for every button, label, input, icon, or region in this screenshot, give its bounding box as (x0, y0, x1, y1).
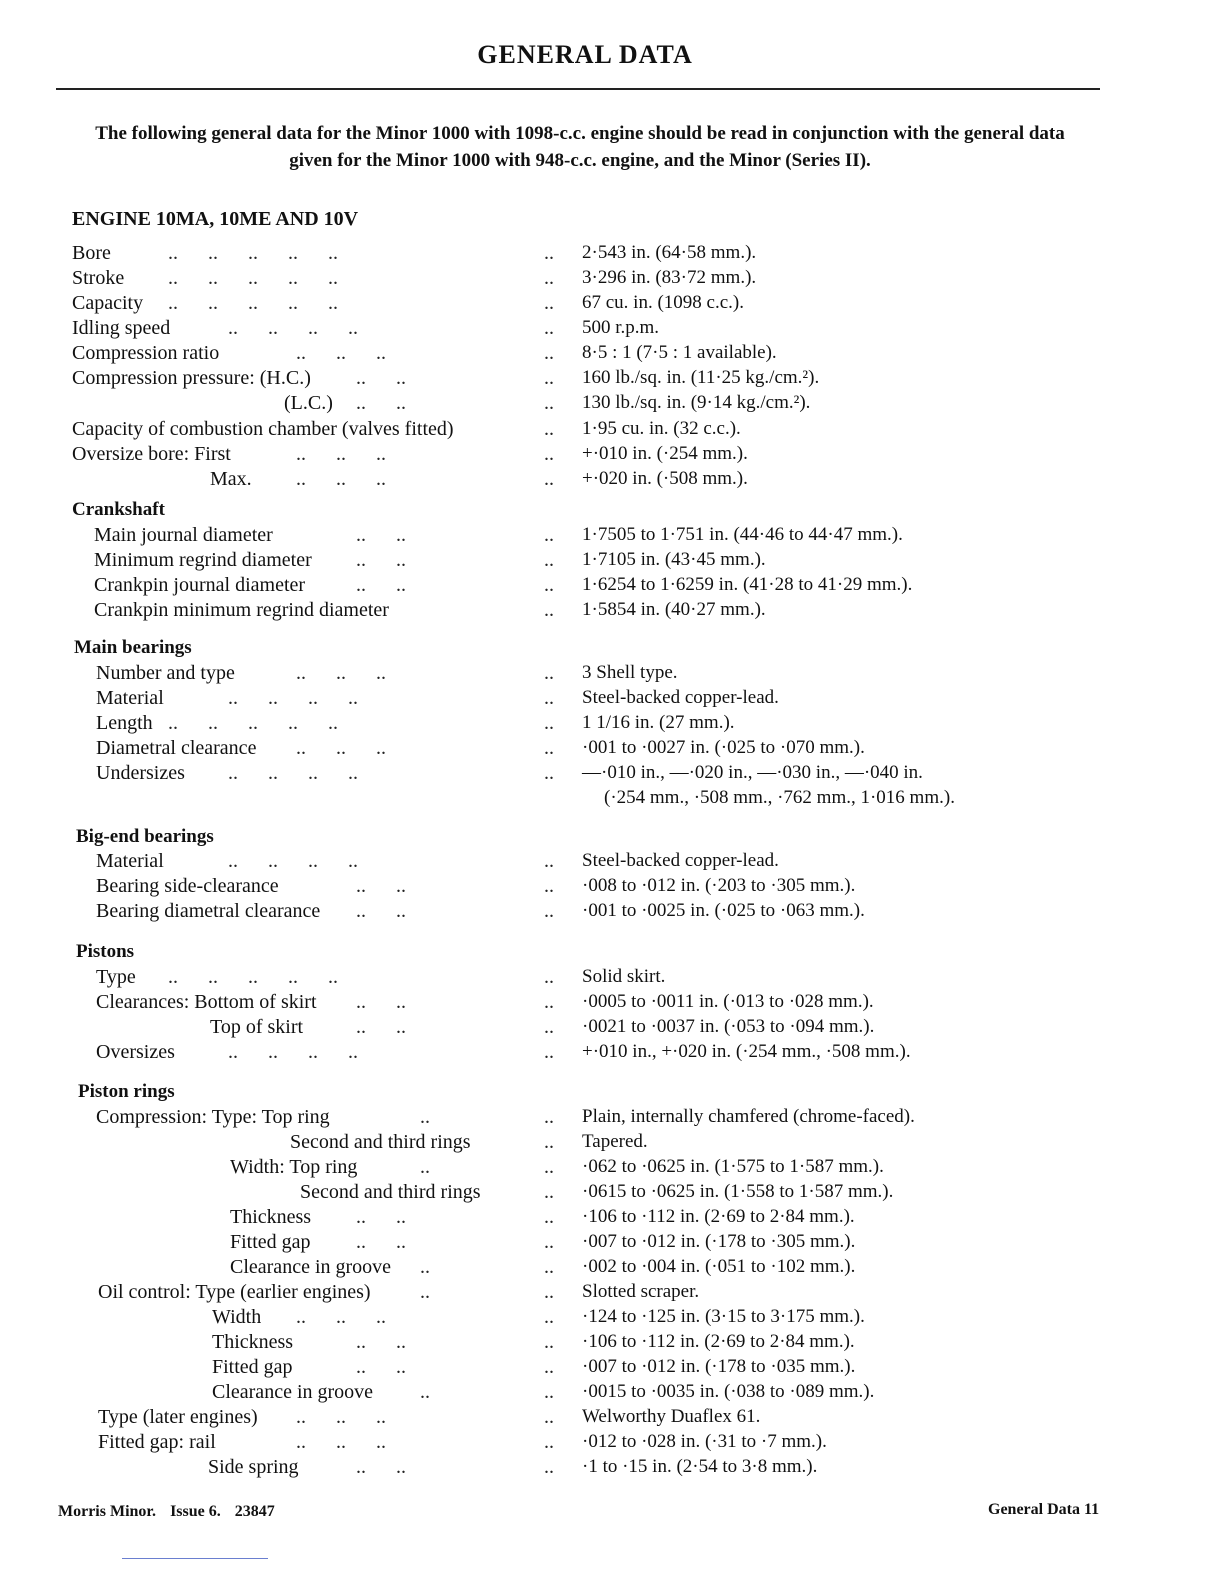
leader-dots-end: .. (544, 662, 554, 684)
spec-value: +·010 in., +·020 in. (·254 mm., ·508 mm.). (582, 1041, 911, 1062)
spec-label: Idling speed (72, 317, 171, 339)
spec-value: —·010 in., —·020 in., —·030 in., —·040 in. (582, 762, 923, 783)
leader-dots-end: .. (544, 1456, 554, 1478)
spec-value: 67 cu. in. (1098 c.c.). (582, 292, 744, 313)
spec-label: Compression: Type: Top ring (96, 1106, 330, 1128)
section-heading-crankshaft: Crankshaft (72, 499, 165, 520)
spec-label: Oversizes (96, 1041, 175, 1063)
leader-dots-end: .. (544, 1231, 554, 1253)
leader-dots: .. .. (356, 367, 436, 389)
spec-value: 1·5854 in. (40·27 mm.). (582, 599, 766, 620)
spec-label: Second and third rings (300, 1181, 481, 1203)
leader-dots: .. .. .. (296, 1306, 416, 1328)
spec-value: +·010 in. (·254 mm.). (582, 443, 748, 464)
leader-dots-end: .. (544, 1131, 554, 1153)
spec-label: Oil control: Type (earlier engines) (98, 1281, 371, 1303)
spec-value: 1·95 cu. in. (32 c.c.). (582, 418, 741, 439)
leader-dots-end: .. (544, 687, 554, 709)
spec-label: Clearance in groove (212, 1381, 374, 1403)
spec-label: Clearances: Bottom of skirt (96, 991, 317, 1013)
spec-value: Steel-backed copper-lead. (582, 850, 779, 871)
leader-dots: .. .. .. .. .. (168, 712, 368, 734)
leader-dots-end: .. (544, 1331, 554, 1353)
leader-dots-end: .. (544, 1181, 554, 1203)
spec-value: 3 Shell type. (582, 662, 678, 683)
leader-dots-end: .. (544, 1156, 554, 1178)
spec-value: ·002 to ·004 in. (·051 to ·102 mm.). (582, 1256, 856, 1277)
leader-dots: .. .. .. (296, 468, 416, 490)
spec-label: Undersizes (96, 762, 185, 784)
leader-dots-end: .. (544, 1356, 554, 1378)
spec-value: ·012 to ·028 in. (·31 to ·7 mm.). (582, 1431, 827, 1452)
leader-dots-end: .. (544, 1016, 554, 1038)
leader-dots-end: .. (544, 1431, 554, 1453)
spec-label: Top of skirt (210, 1016, 304, 1038)
section-heading-big-end: Big-end bearings (76, 826, 214, 847)
footer-page-label: General Data 11 (988, 1501, 1100, 1518)
leader-dots: .. .. (356, 1016, 436, 1038)
spec-label: Number and type (96, 662, 235, 684)
leader-dots-end: .. (544, 712, 554, 734)
spec-value: ·0005 to ·0011 in. (·013 to ·028 mm.). (582, 991, 874, 1012)
spec-label: Capacity (72, 292, 144, 314)
spec-value: 1·6254 to 1·6259 in. (41·28 to 41·29 mm.). (582, 574, 913, 595)
leader-dots-end: .. (544, 850, 554, 872)
spec-value: 1 1/16 in. (27 mm.). (582, 712, 735, 733)
spec-label: Fitted gap (230, 1231, 311, 1253)
leader-dots-end: .. (544, 267, 554, 289)
leader-dots: .. .. .. .. (228, 317, 388, 339)
spec-label: (L.C.) (284, 392, 333, 414)
spec-label: Material (96, 850, 164, 872)
section-heading-main-bearings: Main bearings (74, 637, 192, 658)
leader-dots: .. (420, 1256, 460, 1278)
leader-dots: .. .. (356, 392, 436, 414)
leader-dots: .. (420, 1156, 460, 1178)
leader-dots-end: .. (544, 392, 554, 414)
spec-label: Length (96, 712, 153, 734)
leader-dots: .. .. (356, 574, 436, 596)
footer-number: 23847 (234, 1503, 275, 1520)
spec-value: ·124 to ·125 in. (3·15 to 3·175 mm.). (582, 1306, 865, 1327)
spec-label: Stroke (72, 267, 125, 289)
spec-label: Width: Top ring (230, 1156, 358, 1178)
spec-value: Tapered. (582, 1131, 648, 1152)
leader-dots: .. .. .. (296, 443, 416, 465)
leader-dots-end: .. (544, 900, 554, 922)
leader-dots: .. .. .. .. (228, 762, 388, 784)
spec-label: Diametral clearance (96, 737, 257, 759)
leader-dots-end: .. (544, 443, 554, 465)
spec-label: Second and third rings (290, 1131, 471, 1153)
spec-value: Plain, internally chamfered (chrome-faced). (582, 1106, 915, 1127)
spec-value: ·0615 to ·0625 in. (1·558 to 1·587 mm.). (582, 1181, 894, 1202)
spec-label: Type (96, 966, 136, 988)
footer-link-underline (122, 1558, 268, 1559)
leader-dots-end: .. (544, 468, 554, 490)
spec-label: Crankpin minimum regrind diameter (94, 599, 389, 621)
spec-label: Bore (72, 242, 111, 264)
leader-dots: .. (420, 1106, 460, 1128)
spec-label: Thickness (230, 1206, 312, 1228)
intro-paragraph: The following general data for the Minor 1000 with 1098-c.c. engine should be read in conjunction with the general data given for the Minor 1000 with 948-c.c. engine, and the Minor (Series II). (95, 123, 1065, 171)
leader-dots-end: .. (544, 762, 554, 784)
spec-value: 160 lb./sq. in. (11·25 kg./cm.²). (582, 367, 820, 388)
leader-dots-end: .. (544, 737, 554, 759)
leader-dots-end: .. (544, 418, 554, 440)
spec-label: Main journal diameter (94, 524, 273, 546)
spec-label: Minimum regrind diameter (94, 549, 312, 571)
leader-dots: .. .. (356, 1331, 436, 1353)
leader-dots-end: .. (544, 1281, 554, 1303)
leader-dots: .. .. (356, 549, 436, 571)
leader-dots: .. .. .. (296, 662, 416, 684)
spec-value: Slotted scraper. (582, 1281, 700, 1302)
spec-value: ·0015 to ·0035 in. (·038 to ·089 mm.). (582, 1381, 875, 1402)
spec-value: ·007 to ·012 in. (·178 to ·305 mm.). (582, 1231, 856, 1252)
leader-dots-end: .. (544, 524, 554, 546)
leader-dots-end: .. (544, 342, 554, 364)
spec-label: Side spring (208, 1456, 299, 1478)
leader-dots: .. .. (356, 1456, 436, 1478)
leader-dots: .. .. (356, 1206, 436, 1228)
spec-value: 1·7105 in. (43·45 mm.). (582, 549, 766, 570)
footer-issue: Issue 6. (170, 1503, 221, 1520)
leader-dots: .. (420, 1281, 460, 1303)
leader-dots: .. .. (356, 1231, 436, 1253)
leader-dots: .. .. .. .. .. (168, 966, 368, 988)
leader-dots: .. .. .. .. (228, 850, 388, 872)
leader-dots: .. .. (356, 900, 436, 922)
spec-label: Bearing diametral clearance (96, 900, 321, 922)
spec-value: ·062 to ·0625 in. (1·575 to 1·587 mm.). (582, 1156, 884, 1177)
leader-dots-end: .. (544, 599, 554, 621)
spec-value: Steel-backed copper-lead. (582, 687, 779, 708)
leader-dots-end: .. (544, 1406, 554, 1428)
leader-dots: .. .. .. (296, 1406, 416, 1428)
leader-dots: .. .. .. (296, 1431, 416, 1453)
spec-label: Fitted gap: rail (98, 1431, 216, 1453)
spec-value: 130 lb./sq. in. (9·14 kg./cm.²). (582, 392, 811, 413)
spec-value: 8·5 : 1 (7·5 : 1 available). (582, 342, 777, 363)
section-heading-engine: ENGINE 10MA, 10ME AND 10V (72, 208, 359, 230)
leader-dots: .. .. .. .. .. (168, 267, 368, 289)
spec-value: Welworthy Duaflex 61. (582, 1406, 761, 1427)
spec-label: Type (later engines) (98, 1406, 258, 1428)
spec-value: ·106 to ·112 in. (2·69 to 2·84 mm.). (582, 1331, 855, 1352)
spec-label: Compression ratio (72, 342, 220, 364)
leader-dots-end: .. (544, 1381, 554, 1403)
spec-value: 2·543 in. (64·58 mm.). (582, 242, 757, 263)
spec-value: ·008 to ·012 in. (·203 to ·305 mm.). (582, 875, 856, 896)
leader-dots: .. .. .. .. (228, 687, 388, 709)
spec-label: Crankpin journal diameter (94, 574, 306, 596)
leader-dots-end: .. (544, 1106, 554, 1128)
spec-value: ·1 to ·15 in. (2·54 to 3·8 mm.). (582, 1456, 818, 1477)
leader-dots-end: .. (544, 1306, 554, 1328)
leader-dots: .. .. (356, 875, 436, 897)
leader-dots-end: .. (544, 1041, 554, 1063)
title-rule (56, 88, 1100, 90)
spec-label: Thickness (212, 1331, 294, 1353)
leader-dots: .. .. .. .. .. (168, 292, 368, 314)
leader-dots: .. .. (356, 1356, 436, 1378)
page-title: GENERAL DATA (477, 40, 693, 69)
footer-make: Morris Minor. (58, 1503, 157, 1520)
spec-value: 500 r.p.m. (582, 317, 660, 338)
spec-label: Width (212, 1306, 262, 1328)
footer-left (58, 1503, 285, 1521)
spec-label: Material (96, 687, 164, 709)
spec-value: Solid skirt. (582, 966, 666, 987)
leader-dots: .. (420, 1381, 460, 1403)
leader-dots: .. .. .. .. .. (168, 242, 368, 264)
leader-dots-end: .. (544, 966, 554, 988)
spec-value: ·106 to ·112 in. (2·69 to 2·84 mm.). (582, 1206, 855, 1227)
spec-value-continuation: (·254 mm., ·508 mm., ·762 mm., 1·016 mm.). (604, 787, 955, 808)
spec-value: 3·296 in. (83·72 mm.). (582, 267, 757, 288)
spec-value: ·0021 to ·0037 in. (·053 to ·094 mm.). (582, 1016, 875, 1037)
section-heading-pistons: Pistons (76, 941, 135, 962)
spec-value: +·020 in. (·508 mm.). (582, 468, 748, 489)
leader-dots-end: .. (544, 242, 554, 264)
spec-label: Compression pressure: (H.C.) (72, 367, 311, 389)
leader-dots: .. .. (356, 991, 436, 1013)
leader-dots: .. .. .. .. (228, 1041, 388, 1063)
leader-dots-end: .. (544, 367, 554, 389)
spec-label: Bearing side-clearance (96, 875, 279, 897)
spec-value: 1·7505 to 1·751 in. (44·46 to 44·47 mm.). (582, 524, 903, 545)
section-heading-piston-rings: Piston rings (78, 1081, 175, 1102)
leader-dots-end: .. (544, 292, 554, 314)
leader-dots-end: .. (544, 317, 554, 339)
spec-label: Max. (210, 468, 252, 490)
spec-value: ·007 to ·012 in. (·178 to ·035 mm.). (582, 1356, 856, 1377)
spec-label: Capacity of combustion chamber (valves fitted) (72, 418, 454, 440)
leader-dots: .. .. (356, 524, 436, 546)
leader-dots: .. .. .. (296, 737, 416, 759)
spec-value: ·001 to ·0027 in. (·025 to ·070 mm.). (582, 737, 865, 758)
spec-label: Fitted gap (212, 1356, 293, 1378)
spec-value: ·001 to ·0025 in. (·025 to ·063 mm.). (582, 900, 865, 921)
leader-dots-end: .. (544, 574, 554, 596)
leader-dots-end: .. (544, 549, 554, 571)
spec-label: Oversize bore: First (72, 443, 231, 465)
leader-dots-end: .. (544, 875, 554, 897)
leader-dots-end: .. (544, 991, 554, 1013)
leader-dots-end: .. (544, 1256, 554, 1278)
leader-dots: .. .. .. (296, 342, 416, 364)
leader-dots-end: .. (544, 1206, 554, 1228)
spec-label: Clearance in groove (230, 1256, 392, 1278)
